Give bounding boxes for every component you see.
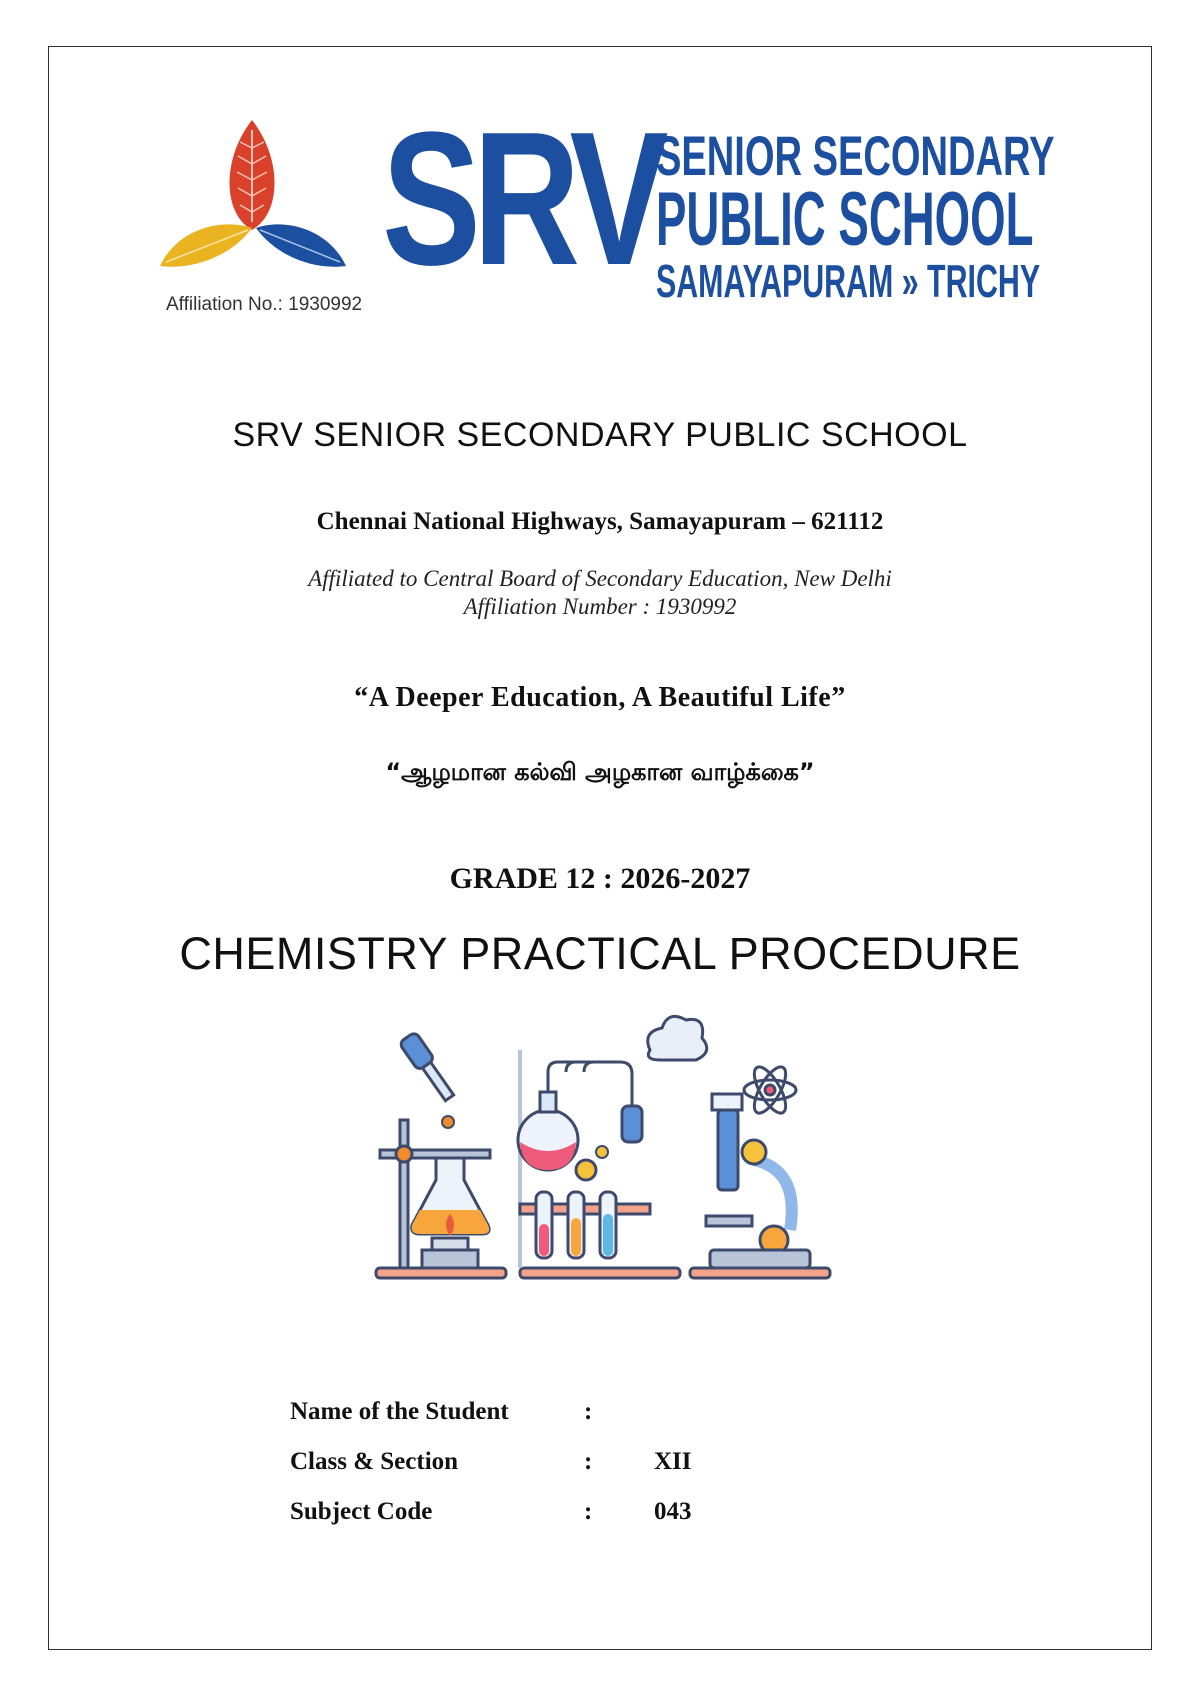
grade-year: GRADE 12 : 2026-2027 [449,862,751,895]
affiliation-number: Affiliation Number : 1930992 [463,594,737,619]
detail-label: Name of the Student [290,1398,509,1425]
logo-line-location: SAMAYAPURAM » TRICHY [656,255,1041,307]
detail-colon: : [584,1398,593,1425]
school-logo [160,93,1055,318]
chemistry-lab-icon [370,1010,840,1290]
detail-label: Class & Section [290,1448,459,1475]
detail-value: XII [654,1448,692,1475]
logo-affiliation-number: Affiliation No.: 1930992 [166,294,363,315]
detail-colon: : [584,1498,593,1525]
school-name: SRV SENIOR SECONDARY PUBLIC SCHOOL [232,416,968,454]
detail-colon: : [584,1448,593,1475]
affiliation-board: Affiliated to Central Board of Secondary Education, New Delhi [308,566,892,591]
motto-tamil: “ஆழமான கல்வி அழகான வாழ்க்கை” [385,758,815,786]
detail-label: Subject Code [290,1498,433,1525]
logo-line-public-school: PUBLIC SCHOOL [656,177,1034,262]
motto-english: “A Deeper Education, A Beautiful Life” [354,682,846,713]
logo-srv-letters: SRV [382,93,661,305]
leaf-emblem-icon [160,118,370,293]
logo-line-senior-secondary: SENIOR SECONDARY [656,124,1055,187]
document-title: CHEMISTRY PRACTICAL PROCEDURE [179,928,1021,979]
school-address: Chennai National Highways, Samayapuram – 621112 [316,508,884,535]
detail-value: 043 [654,1498,692,1525]
